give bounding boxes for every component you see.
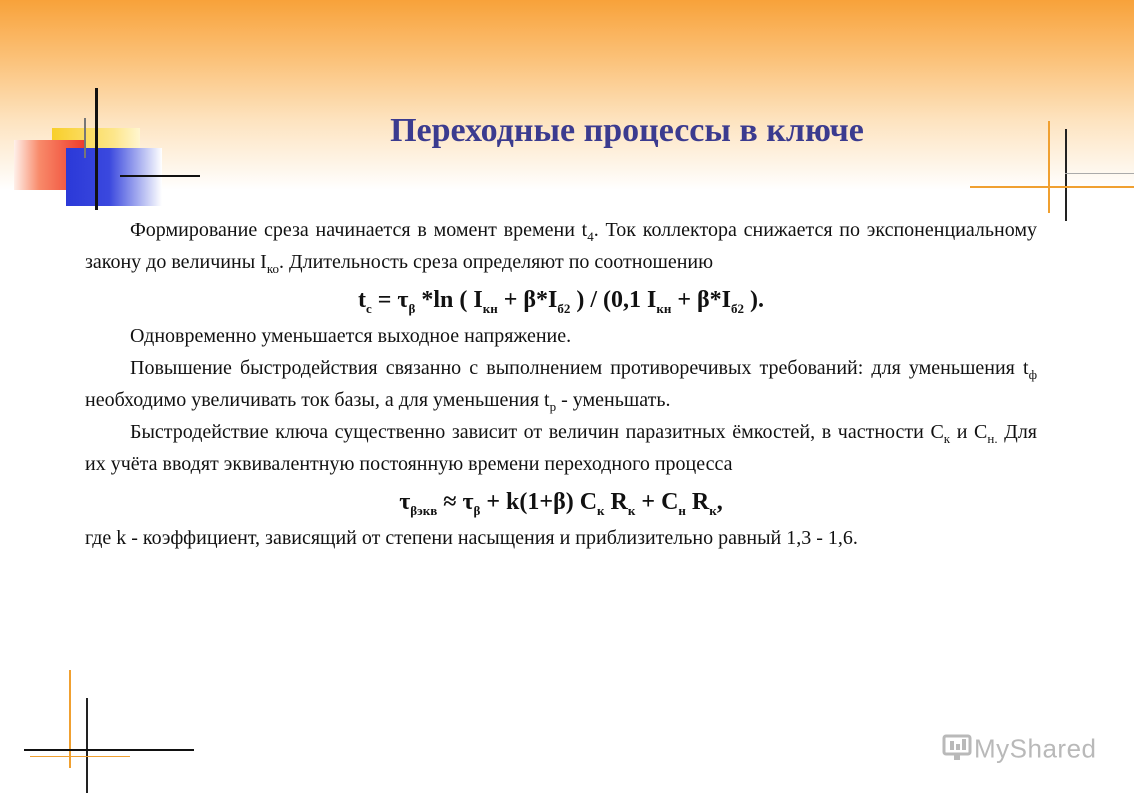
text-span: Формирование среза начинается в момент времени t: [130, 219, 588, 241]
subscript: б2: [731, 300, 745, 316]
formula-part: + k(1+β) C: [480, 489, 598, 515]
subscript: н.: [987, 431, 998, 446]
subscript: β: [408, 300, 416, 316]
subscript: р: [549, 399, 557, 414]
deco-top-left: [0, 0, 200, 215]
subscript: βэкв: [410, 502, 438, 518]
deco-horizontal-line-orange: [30, 756, 130, 757]
subscript: кн: [482, 300, 498, 316]
formula-part: + β*I: [497, 287, 558, 313]
text-span: необходимо увеличивать ток базы, а для уменьшения t: [85, 389, 550, 411]
page-title: Переходные процессы в ключе: [390, 112, 864, 149]
text-span: . Ток коллектора снижается по экспоненциальному закону до величины I: [85, 219, 1037, 273]
text-span: Быстродействие ключа существенно зависит от величин паразитных ёмкостей, в частности C: [130, 421, 944, 443]
subscript: ф: [1028, 367, 1037, 382]
deco-horizontal-line: [24, 749, 194, 751]
myshared-logo-icon: [942, 732, 974, 769]
formula-part: *ln ( I: [415, 287, 483, 313]
formula-part: ,: [716, 489, 723, 515]
watermark: [942, 732, 1097, 769]
subscript: с: [365, 300, 372, 316]
subscript: ко: [266, 261, 279, 276]
text-span: . Длительность среза определяют по соотношению: [278, 251, 714, 273]
formula-fall-time: [85, 280, 1037, 320]
formula-part: R: [604, 489, 628, 515]
deco-horizontal-line-dark: [1065, 173, 1134, 174]
text-span: Повышение быстродействия связанно с выполнением противоречивых требований: для уменьшения t: [130, 357, 1029, 379]
subscript: кн: [656, 300, 672, 316]
formula-part: = τ: [371, 287, 409, 313]
text-span: и C: [950, 421, 988, 443]
formula-part: t: [357, 287, 366, 313]
text-span: Для их учёта вводят эквивалентную постоянную времени переходного процесса: [85, 421, 1037, 475]
subscript: к: [709, 502, 717, 518]
subscript: б2: [557, 300, 571, 316]
subscript: β: [473, 502, 481, 518]
text-span: - уменьшать.: [556, 389, 671, 411]
subscript: к: [943, 431, 951, 446]
slide-body: [85, 214, 1037, 554]
deco-horizontal-line: [120, 175, 200, 177]
subscript: к: [597, 502, 605, 518]
watermark-text: MyShared: [974, 733, 1097, 764]
formula-part: ) / (0,1 I: [570, 287, 657, 313]
subscript: 4: [587, 229, 594, 244]
paragraph-3: [85, 352, 1037, 416]
paragraph-4: [85, 416, 1037, 480]
formula-part: + C: [635, 489, 679, 515]
formula-equivalent-time-constant: [85, 482, 1037, 522]
formula-part: R: [685, 489, 710, 515]
deco-horizontal-line: [970, 186, 1134, 188]
paragraph-5: где k - коэффициент, зависящий от степени насыщения и приблизительно равный 1,3 - 1,6.: [85, 527, 858, 549]
formula-part: ).: [744, 287, 765, 313]
paragraph-1: [85, 214, 1037, 278]
deco-blue-square: [66, 148, 162, 206]
deco-vertical-line-dark: [86, 698, 88, 793]
subscript: к: [627, 502, 636, 518]
formula-part: + β*I: [671, 287, 732, 313]
formula-part: τ: [399, 489, 411, 515]
deco-vertical-line: [69, 670, 71, 768]
formula-part: ≈ τ: [437, 489, 474, 515]
subscript: н: [678, 502, 686, 518]
paragraph-2: Одновременно уменьшается выходное напряжение.: [130, 325, 572, 347]
deco-bottom-left: [0, 670, 200, 793]
